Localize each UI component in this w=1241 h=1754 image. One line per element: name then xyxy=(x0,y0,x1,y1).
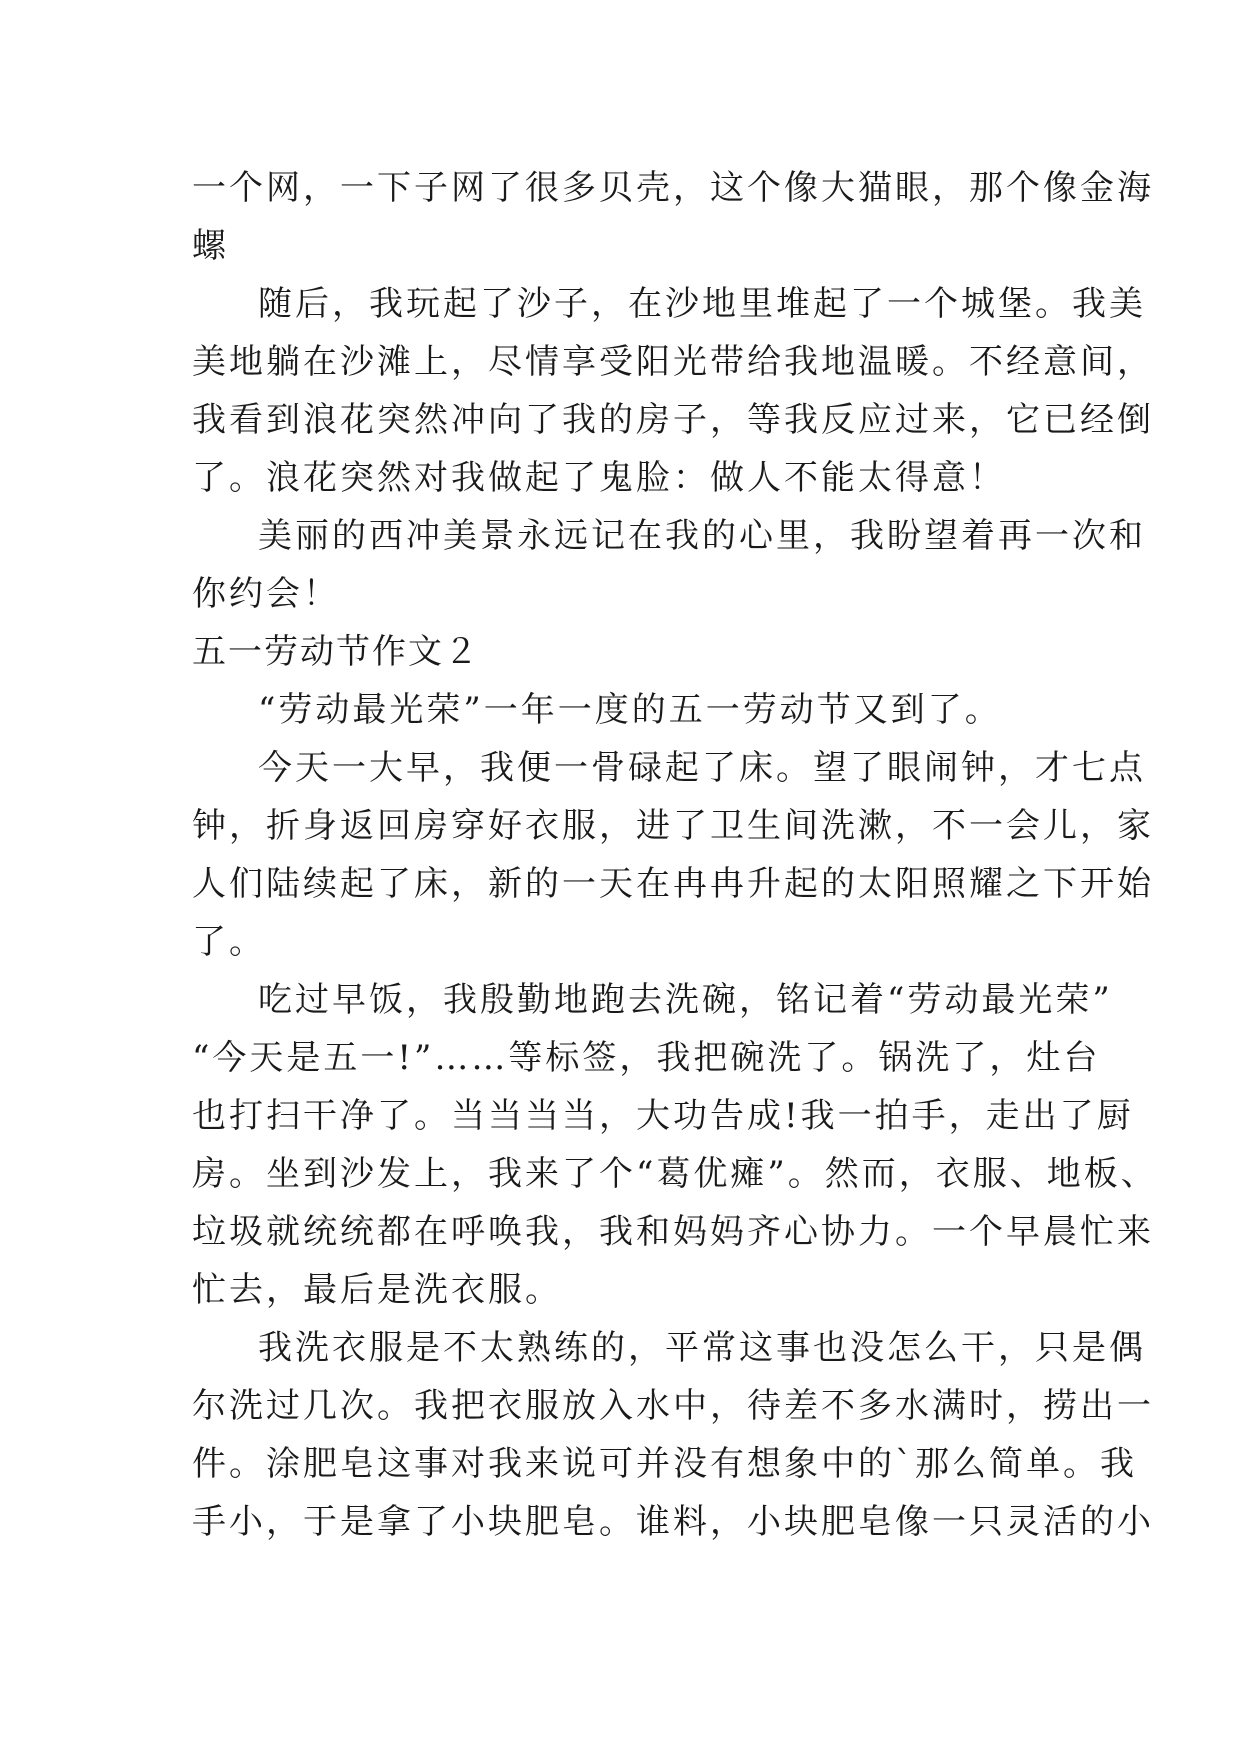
text-line: 了。 xyxy=(192,922,266,962)
text-line: 也打扫干净了。当当当当，大功告成!我一拍手，走出了厨 xyxy=(192,1096,1134,1136)
text-line: 了。浪花突然对我做起了鬼脸：做人不能太得意！ xyxy=(192,458,1006,498)
text-line: 房。坐到沙发上，我来了个“葛优瘫”。然而，衣服、地板、 xyxy=(192,1154,1158,1194)
text-line: 件。涂肥皂这事对我来说可并没有想象中的`那么简单。我 xyxy=(192,1444,1137,1484)
text-line: 人们陆续起了床，新的一天在冉冉升起的太阳照耀之下开始 xyxy=(192,864,1154,904)
text-line: 一个网，一下子网了很多贝壳，这个像大猫眼，那个像金海 xyxy=(192,168,1154,208)
text-line: 钟，折身返回房穿好衣服，进了卫生间洗漱，不一会儿，家 xyxy=(192,806,1154,846)
section-heading: 五一劳动节作文２ xyxy=(192,632,480,672)
paragraph-start: 吃过早饭，我殷勤地跑去洗碗，铭记着“劳动最光荣” xyxy=(258,980,1113,1020)
text-line: 手小，于是拿了小块肥皂。谁料，小块肥皂像一只灵活的小 xyxy=(192,1502,1154,1542)
paragraph-start: “劳动最光荣”一年一度的五一劳动节又到了。 xyxy=(258,690,1002,730)
text-line: 我看到浪花突然冲向了我的房子，等我反应过来，它已经倒 xyxy=(192,400,1154,440)
text-line: 美地躺在沙滩上，尽情享受阳光带给我地温暖。不经意间， xyxy=(192,342,1154,382)
text-line: 忙去，最后是洗衣服。 xyxy=(192,1270,562,1310)
paragraph-start: 随后，我玩起了沙子，在沙地里堆起了一个城堡。我美 xyxy=(258,284,1146,324)
paragraph-start: 我洗衣服是不太熟练的，平常这事也没怎么干，只是偶 xyxy=(258,1328,1146,1368)
text-line: “今天是五一!”……等标签，我把碗洗了。锅洗了，灶台 xyxy=(192,1038,1101,1078)
paragraph-start: 今天一大早，我便一骨碌起了床。望了眼闹钟，才七点 xyxy=(258,748,1146,788)
paragraph-start: 美丽的西冲美景永远记在我的心里，我盼望着再一次和 xyxy=(258,516,1146,556)
text-line: 你约会！ xyxy=(192,574,340,614)
text-line: 螺 xyxy=(192,226,229,266)
text-line: 尔洗过几次。我把衣服放入水中，待差不多水满时，捞出一 xyxy=(192,1386,1154,1426)
text-line: 垃圾就统统都在呼唤我，我和妈妈齐心协力。一个早晨忙来 xyxy=(192,1212,1154,1252)
